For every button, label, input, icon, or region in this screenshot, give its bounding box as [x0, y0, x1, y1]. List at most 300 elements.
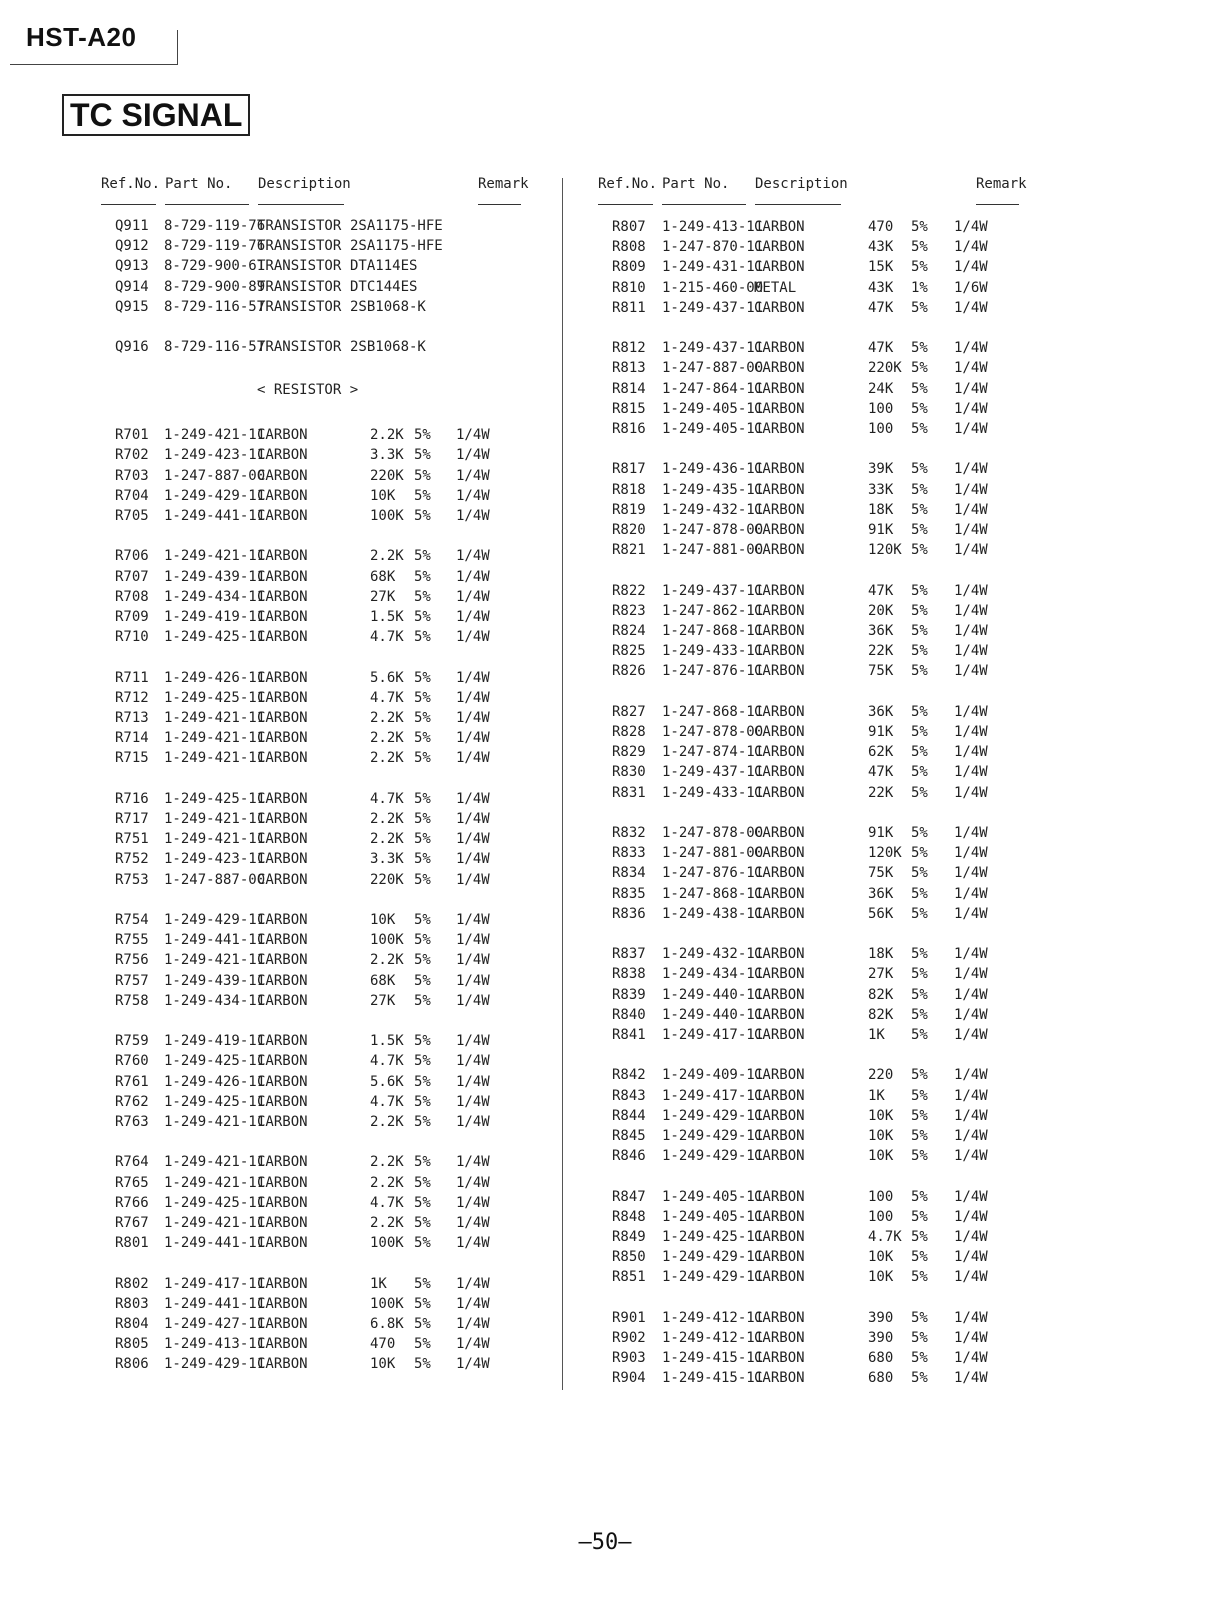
part-part: 1-249-417-11	[662, 1027, 764, 1043]
part-part: 1-249-409-11	[662, 1067, 764, 1084]
part-tol: 5%	[911, 582, 928, 599]
model-underline	[10, 64, 178, 65]
part-desc: CARBON	[257, 1356, 308, 1373]
part-ref: Q915	[115, 298, 149, 315]
part-part: 1-247-878-00	[662, 522, 764, 538]
part-ref: Q916	[115, 339, 149, 356]
part-tol: 5%	[911, 1249, 928, 1266]
column-separator	[562, 178, 563, 1390]
part-ref: R806	[115, 1356, 149, 1373]
part-tol: 5%	[414, 750, 431, 767]
part-pw: 1/4W	[954, 1249, 988, 1266]
part-ref: R825	[612, 643, 646, 660]
part-val: 43K	[868, 279, 894, 296]
part-ref: R816	[612, 421, 646, 437]
part-ref: R813	[612, 360, 646, 377]
part-desc: CARBON	[257, 871, 308, 888]
part-pw: 1/4W	[954, 239, 988, 256]
part-pw: 1/4W	[456, 507, 490, 524]
part-val: 10K	[868, 1107, 894, 1124]
part-val: 100K	[370, 932, 404, 949]
part-tol: 5%	[414, 487, 431, 504]
part-tol: 5%	[414, 689, 431, 706]
part-part: 1-247-868-11	[662, 703, 764, 720]
part-part: 1-249-429-11	[662, 1269, 764, 1286]
part-tol: 5%	[911, 724, 928, 740]
part-part: 1-249-426-11	[164, 1073, 266, 1090]
part-ref: R709	[115, 608, 149, 625]
part-pw: 1/4W	[954, 259, 988, 276]
part-val: 4.7K	[370, 790, 404, 807]
part-pw: 1/4W	[954, 461, 988, 478]
part-pw: 1/4W	[954, 1128, 988, 1144]
part-part: 1-249-421-11	[164, 1214, 266, 1231]
part-ref: R810	[612, 279, 646, 296]
part-desc: CARBON	[754, 744, 805, 761]
part-tol: 5%	[414, 1174, 431, 1191]
part-pw: 1/4W	[456, 548, 490, 565]
part-ref: R831	[612, 784, 646, 801]
part-desc: CARBON	[754, 299, 805, 316]
part-desc: CARBON	[754, 1148, 805, 1165]
part-val: 2.2K	[370, 1214, 404, 1231]
part-tol: 5%	[414, 952, 431, 969]
part-tol: 5%	[414, 1154, 431, 1171]
part-tol: 5%	[911, 1350, 928, 1367]
part-desc: CARBON	[257, 608, 308, 625]
part-desc: CARBON	[257, 750, 308, 767]
part-ref: R811	[612, 299, 646, 316]
part-ref: R762	[115, 1093, 149, 1110]
part-pw: 1/4W	[456, 1194, 490, 1211]
part-val: 91K	[868, 825, 894, 841]
part-ref: R767	[115, 1214, 149, 1231]
part-desc: CARBON	[754, 1208, 805, 1225]
part-desc: CARBON	[754, 461, 805, 478]
part-tol: 5%	[414, 1214, 431, 1231]
part-part: 1-249-417-11	[164, 1275, 266, 1292]
part-desc: CARBON	[754, 966, 805, 983]
part-pw: 1/4W	[456, 1356, 490, 1373]
part-ref: R850	[612, 1249, 646, 1266]
part-pw: 1/4W	[954, 1148, 988, 1165]
part-tol: 5%	[911, 663, 928, 680]
part-val: 390	[868, 1309, 894, 1326]
part-val: 27K	[370, 992, 396, 1009]
part-tol: 5%	[911, 885, 928, 902]
part-part: 1-249-419-11	[164, 1033, 266, 1050]
part-ref: R901	[612, 1309, 646, 1326]
left-header-part: Part No.	[165, 176, 233, 192]
part-ref: R717	[115, 810, 149, 827]
part-val: 10K	[868, 1128, 894, 1144]
part-pw: 1/4W	[954, 299, 988, 316]
part-part: 1-249-415-11	[662, 1350, 764, 1367]
part-part: 1-249-434-11	[164, 588, 266, 605]
part-val: 68K	[370, 568, 396, 585]
part-desc: CARBON	[257, 1093, 308, 1110]
part-pw: 1/4W	[456, 1053, 490, 1070]
part-desc: CARBON	[257, 992, 308, 1009]
part-pw: 1/4W	[456, 1295, 490, 1312]
part-val: 220K	[868, 360, 902, 377]
part-ref: R837	[612, 946, 646, 963]
right-header-remark: Remark	[976, 176, 1027, 192]
part-pw: 1/4W	[456, 487, 490, 504]
part-desc: CARBON	[754, 845, 805, 862]
part-pw: 1/4W	[456, 810, 490, 827]
part-val: 36K	[868, 623, 894, 639]
part-part: 1-249-421-11	[164, 427, 266, 444]
part-part: 1-249-441-11	[164, 1235, 266, 1252]
part-part: 1-249-421-11	[164, 831, 266, 848]
part-pw: 1/4W	[456, 467, 490, 484]
part-part: 1-247-878-00	[662, 724, 764, 740]
part-desc: CARBON	[257, 588, 308, 605]
part-val: 47K	[868, 764, 894, 781]
part-part: 1-249-429-11	[164, 487, 266, 504]
part-pw: 1/4W	[954, 1269, 988, 1286]
part-val: 120K	[868, 542, 902, 559]
part-ref: R754	[115, 911, 149, 928]
part-ref: R755	[115, 932, 149, 949]
part-pw: 1/4W	[954, 905, 988, 922]
part-tol: 5%	[911, 461, 928, 478]
part-val: 2.2K	[370, 709, 404, 726]
part-desc: CARBON	[754, 986, 805, 1003]
part-val: 4.7K	[370, 1194, 404, 1211]
part-tol: 5%	[414, 810, 431, 827]
part-pw: 1/4W	[456, 1336, 490, 1353]
part-val: 5.6K	[370, 1073, 404, 1090]
part-part: 1-249-405-11	[662, 421, 764, 437]
part-pw: 1/4W	[954, 986, 988, 1003]
part-tol: 5%	[911, 299, 928, 316]
part-desc: CARBON	[257, 1194, 308, 1211]
part-tol: 5%	[911, 1309, 928, 1326]
part-ref: R823	[612, 602, 646, 619]
part-pw: 1/4W	[954, 219, 988, 235]
part-pw: 1/4W	[954, 1188, 988, 1205]
part-part: 1-249-436-11	[662, 461, 764, 478]
part-ref: R804	[115, 1315, 149, 1332]
part-ref: R705	[115, 507, 149, 524]
part-part: 1-249-441-11	[164, 1295, 266, 1312]
part-ref: R708	[115, 588, 149, 605]
part-ref: R751	[115, 831, 149, 848]
part-desc: CARBON	[754, 582, 805, 599]
part-tol: 5%	[911, 542, 928, 559]
part-pw: 1/4W	[954, 845, 988, 862]
part-desc: CARBON	[257, 1336, 308, 1353]
part-pw: 1/4W	[456, 689, 490, 706]
part-part: 1-247-870-11	[662, 239, 764, 256]
part-desc: TRANSISTOR	[257, 339, 342, 356]
right-header-desc: Description	[755, 176, 848, 192]
part-val: 4.7K	[868, 1229, 902, 1245]
part-pw: 1/4W	[456, 669, 490, 686]
part-desc: CARBON	[257, 507, 308, 524]
part-ref: R710	[115, 629, 149, 646]
part-ref: R814	[612, 380, 646, 397]
part-part: 1-249-431-11	[662, 259, 764, 276]
part-val: 100K	[370, 1295, 404, 1312]
part-ref: R832	[612, 825, 646, 841]
part-tol: 5%	[414, 1113, 431, 1130]
part-desc: CARBON	[257, 810, 308, 827]
part-desc: CARBON	[754, 643, 805, 660]
part-pw: 1/4W	[954, 421, 988, 437]
part-desc: CARBON	[257, 1295, 308, 1312]
part-desc: CARBON	[754, 663, 805, 680]
part-desc: TRANSISTOR	[257, 278, 342, 295]
part-part: 1-247-862-11	[662, 602, 764, 619]
part-part: 1-249-412-11	[662, 1309, 764, 1326]
part-desc: CARBON	[257, 851, 308, 868]
part-desc: CARBON	[754, 380, 805, 397]
part-desc: CARBON	[754, 764, 805, 781]
part-val: 36K	[868, 703, 894, 720]
part-part: 1-247-887-00	[164, 467, 266, 484]
part-desc: CARBON	[754, 481, 805, 498]
part-ref: R809	[612, 259, 646, 276]
part-tol: 5%	[911, 1006, 928, 1023]
part-part: 1-249-412-11	[662, 1330, 764, 1346]
part-desc: CARBON	[257, 1154, 308, 1171]
part-desc: CARBON	[257, 1113, 308, 1130]
part-ref: R805	[115, 1336, 149, 1353]
part-pw: 1/4W	[456, 1235, 490, 1252]
part-val: 56K	[868, 905, 894, 922]
part-ref: R712	[115, 689, 149, 706]
part-ref: Q913	[115, 258, 149, 275]
part-tol: 5%	[911, 744, 928, 761]
part-pw: 1/4W	[954, 542, 988, 559]
part-part: 1-247-887-00	[662, 360, 764, 377]
part-pw: 1/4W	[456, 1214, 490, 1231]
part-pw: 1/4W	[456, 1093, 490, 1110]
part-ref: R763	[115, 1113, 149, 1130]
part-tol: 5%	[911, 623, 928, 639]
part-desc: CARBON	[257, 790, 308, 807]
part-part: 1-249-427-11	[164, 1315, 266, 1332]
part-pw: 1/4W	[954, 1006, 988, 1023]
part-part: 1-249-405-11	[662, 1208, 764, 1225]
part-ref: R716	[115, 790, 149, 807]
part-val: 2.2K	[370, 548, 404, 565]
part-ref: R817	[612, 461, 646, 478]
part-val: 2.2K	[370, 750, 404, 767]
part-desc: TRANSISTOR	[257, 258, 342, 275]
part-val: 2.2K	[370, 810, 404, 827]
part-part: 1-249-438-11	[662, 905, 764, 922]
part-val: 18K	[868, 946, 894, 963]
part-tol: 5%	[414, 730, 431, 747]
part-ref: R766	[115, 1194, 149, 1211]
part-pw: 1/4W	[954, 966, 988, 983]
part-tol: 5%	[911, 784, 928, 801]
part-val: 10K	[868, 1249, 894, 1266]
part-desc: TRANSISTOR	[257, 298, 342, 315]
part-part: 1-249-419-11	[164, 608, 266, 625]
part-val: 680	[868, 1350, 894, 1367]
part-part: 1-249-421-11	[164, 1174, 266, 1191]
part-val: 1K	[868, 1027, 885, 1043]
part-part: 1-249-437-11	[662, 299, 764, 316]
part-part: 8-729-900-89	[164, 278, 266, 295]
part-ref: R704	[115, 487, 149, 504]
part-pw: 1/4W	[954, 522, 988, 538]
part-ref: R819	[612, 501, 646, 518]
left-header-ref: Ref.No.	[101, 176, 161, 192]
part-tol: 5%	[414, 851, 431, 868]
part-ref: R846	[612, 1148, 646, 1165]
part-part: 1-249-413-11	[164, 1336, 266, 1353]
left-header-desc: Description	[258, 176, 351, 192]
part-tol: 5%	[414, 588, 431, 605]
part-ref: R824	[612, 623, 646, 639]
part-ref: R815	[612, 400, 646, 417]
part-tol: 5%	[414, 447, 431, 464]
part-desc: CARBON	[257, 1275, 308, 1292]
part-pw: 1/4W	[456, 1275, 490, 1292]
part-pw: 1/4W	[954, 623, 988, 639]
part-part: 8-729-116-57	[164, 339, 266, 356]
part-tol: 5%	[911, 946, 928, 963]
part-pw: 1/4W	[456, 568, 490, 585]
part-val: 20K	[868, 602, 894, 619]
part-val: 10K	[868, 1269, 894, 1286]
part-part: 1-249-434-11	[164, 992, 266, 1009]
part-val: 39K	[868, 461, 894, 478]
part-ref: R760	[115, 1053, 149, 1070]
left-header-ref-rule	[101, 204, 156, 205]
part-tol: 5%	[911, 1229, 928, 1245]
part-tol: 5%	[911, 703, 928, 720]
part-desc: CARBON	[754, 501, 805, 518]
part-pw: 1/6W	[954, 279, 988, 296]
part-val: 220	[868, 1067, 894, 1084]
part-pw: 1/4W	[954, 784, 988, 801]
part-ref: R822	[612, 582, 646, 599]
part-part: 1-249-429-11	[164, 1356, 266, 1373]
part-pw: 1/4W	[456, 831, 490, 848]
part-pw: 1/4W	[954, 380, 988, 397]
part-val: 2.2K	[370, 730, 404, 747]
part-part: 1-249-432-11	[662, 946, 764, 963]
part-desc: CARBON	[754, 825, 805, 841]
part-part: 1-249-433-11	[662, 784, 764, 801]
part-pw: 1/4W	[954, 1107, 988, 1124]
part-ref: R703	[115, 467, 149, 484]
part-part: 1-249-429-11	[662, 1249, 764, 1266]
part-ref: Q912	[115, 238, 149, 255]
part-desc: CARBON	[257, 1053, 308, 1070]
part-val: 75K	[868, 865, 894, 882]
part-val: 3.3K	[370, 447, 404, 464]
part-pw: 1/4W	[456, 932, 490, 949]
part-ref: R902	[612, 1330, 646, 1346]
part-ref: R849	[612, 1229, 646, 1245]
part-tol: 5%	[414, 709, 431, 726]
part-val: 4.7K	[370, 629, 404, 646]
part-pw: 1/4W	[456, 1073, 490, 1090]
part-part: 1-247-868-11	[662, 885, 764, 902]
part-part: 1-247-881-00	[662, 542, 764, 559]
part-desc: CARBON	[754, 1229, 805, 1245]
part-val: DTC144ES	[350, 278, 418, 295]
part-desc: CARBON	[257, 629, 308, 646]
part-desc: CARBON	[754, 1107, 805, 1124]
part-tol: 5%	[911, 966, 928, 983]
part-ref: R701	[115, 427, 149, 444]
part-part: 1-249-421-11	[164, 548, 266, 565]
part-val: 10K	[370, 1356, 396, 1373]
left-header-remark-rule	[478, 204, 521, 205]
part-tol: 5%	[911, 1067, 928, 1084]
part-val: 3.3K	[370, 851, 404, 868]
part-desc: CARBON	[754, 1370, 805, 1387]
part-part: 1-247-868-11	[662, 623, 764, 639]
part-part: 1-249-421-11	[164, 1154, 266, 1171]
right-header-desc-rule	[755, 204, 841, 205]
part-pw: 1/4W	[954, 1309, 988, 1326]
part-ref: R758	[115, 992, 149, 1009]
part-val: 91K	[868, 724, 894, 740]
section-title: TC SIGNAL	[62, 94, 250, 136]
part-part: 1-247-876-11	[662, 663, 764, 680]
part-ref: R840	[612, 1006, 646, 1023]
part-val: 2.2K	[370, 1154, 404, 1171]
part-pw: 1/4W	[954, 1087, 988, 1104]
part-ref: R802	[115, 1275, 149, 1292]
part-pw: 1/4W	[456, 790, 490, 807]
part-pw: 1/4W	[456, 911, 490, 928]
part-ref: R812	[612, 340, 646, 357]
part-val: 68K	[370, 972, 396, 989]
part-tol: 5%	[911, 501, 928, 518]
part-ref: R848	[612, 1208, 646, 1225]
part-val: 91K	[868, 522, 894, 538]
part-desc: CARBON	[754, 219, 805, 235]
part-val: 47K	[868, 582, 894, 599]
part-part: 1-249-435-11	[662, 481, 764, 498]
part-part: 1-249-405-11	[662, 1188, 764, 1205]
part-tol: 5%	[911, 865, 928, 882]
part-val: 470	[370, 1336, 396, 1353]
part-tol: 1%	[911, 279, 928, 296]
part-part: 1-249-425-11	[164, 1093, 266, 1110]
model-divider	[177, 30, 178, 65]
part-pw: 1/4W	[954, 865, 988, 882]
part-part: 8-729-119-76	[164, 218, 266, 234]
part-part: 8-729-900-61	[164, 258, 266, 275]
part-part: 1-249-423-11	[164, 851, 266, 868]
part-tol: 5%	[911, 400, 928, 417]
part-desc: CARBON	[754, 784, 805, 801]
part-desc: CARBON	[754, 1128, 805, 1144]
part-part: 1-249-437-11	[662, 582, 764, 599]
part-desc: CARBON	[257, 730, 308, 747]
part-tol: 5%	[414, 972, 431, 989]
part-tol: 5%	[414, 427, 431, 444]
part-desc: CARBON	[754, 1269, 805, 1286]
part-pw: 1/4W	[456, 992, 490, 1009]
part-val: 220K	[370, 871, 404, 888]
part-ref: R836	[612, 905, 646, 922]
part-part: 1-247-878-00	[662, 825, 764, 841]
part-val: 2.2K	[370, 427, 404, 444]
